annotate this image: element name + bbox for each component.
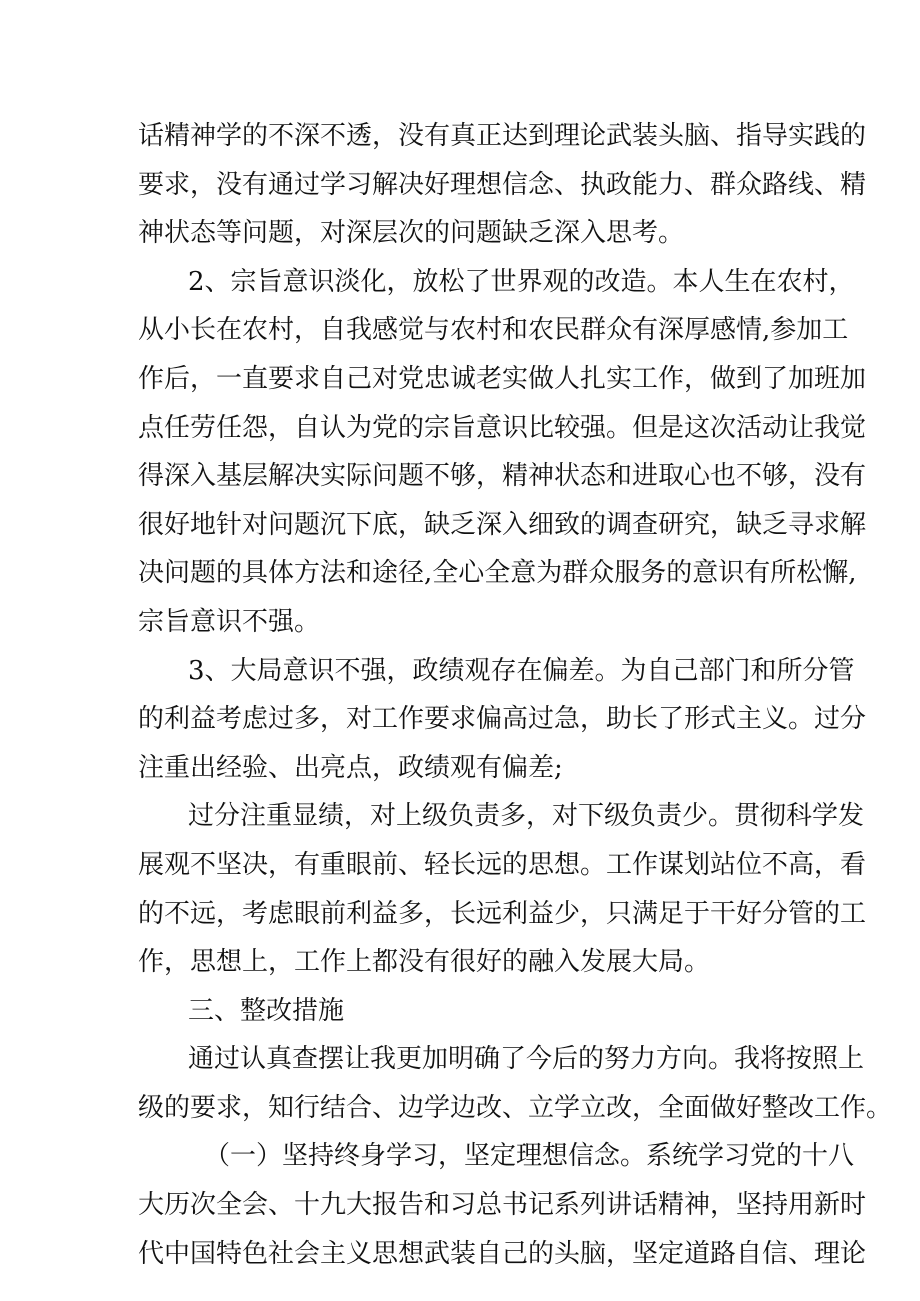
text-line: 决问题的具体方法和途径,全心全意为群众服务的意识有所松懈, <box>138 558 857 589</box>
text-line: 作，思想上，工作上都没有很好的融入发展大局。 <box>138 947 711 978</box>
text-line: 大历次全会、十九大报告和习总书记系列讲话精神，坚持用新时 <box>138 1190 867 1221</box>
text-line: 3、大局意识不强，政绩观存在偏差。为自己部门和所分管 <box>188 655 855 686</box>
text-line: 代中国特色社会主义思想武装自己的头脑，坚定道路自信、理论 <box>138 1238 867 1269</box>
text-line: 过分注重显绩，对上级负责多，对下级负责少。贯彻科学发 <box>188 801 865 832</box>
text-line: 作后，一直要求自己对党忠诚老实做人扎实工作，做到了加班加 <box>138 363 867 394</box>
text-line: 注重出经验、出亮点，政绩观有偏差; <box>138 752 563 783</box>
document-body <box>138 112 893 1278</box>
text-line: 从小长在农村，自我感觉与农村和农民群众有深厚感情,参加工 <box>138 315 849 346</box>
text-line: 的不远，考虑眼前利益多，长远利益少，只满足于干好分管的工 <box>138 898 867 929</box>
text-line: 的利益考虑过多，对工作要求偏高过急，助长了形式主义。过分 <box>138 704 867 735</box>
text-line: 展观不坚决，有重眼前、轻长远的思想。工作谋划站位不高，看 <box>138 849 867 880</box>
text-line: 神状态等问题，对深层次的问题缺乏深入思考。 <box>138 218 685 249</box>
text-line: （一）坚持终身学习，坚定理想信念。系统学习党的十八 <box>204 1141 855 1172</box>
text-line: 得深入基层解决实际问题不够，精神状态和进取心也不够，没有 <box>138 461 867 492</box>
text-line: 话精神学的不深不透，没有真正达到理论武装头脑、指导实践的 <box>138 121 867 151</box>
text-line: 要求，没有通过学习解决好理想信念、执政能力、群众路线、精 <box>138 169 867 200</box>
text-line: 通过认真查摆让我更加明确了今后的努力方向。我将按照上 <box>188 1044 865 1075</box>
text-line: 点任劳任怨，自认为党的宗旨意识比较强。但是这次活动让我觉 <box>138 412 867 443</box>
text-line: 2、宗旨意识淡化，放松了世界观的改造。本人生在农村， <box>188 266 855 297</box>
section-heading: 三、整改措施 <box>188 995 345 1026</box>
text-line: 级的要求，知行结合、边学边改、立学立改，全面做好整改工作。 <box>138 1092 893 1123</box>
text-line: 很好地针对问题沉下底，缺乏深入细致的调查研究，缺乏寻求解 <box>138 509 867 540</box>
text-line: 宗旨意识不强。 <box>138 606 321 637</box>
